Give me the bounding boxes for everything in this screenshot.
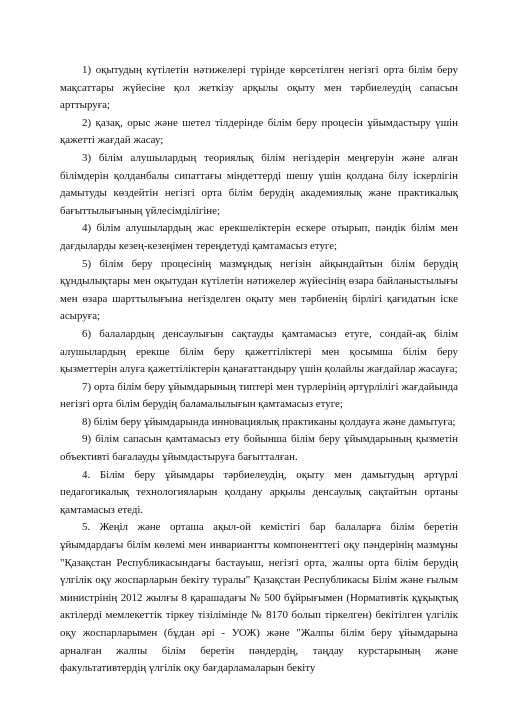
paragraph-3: 3) білім алушылардың теориялық білім негіздерін меңгеруін және алған білімдерін қолданбалы сипаттағы міндеттерді шешу үшін қолдана білу іскерлігін дамытуды көздейтін негізгі орта білім берудің академиялық және практикалық бағыттылығының үйлесімділігіне;: [60, 151, 458, 217]
paragraph-6: 6) балалардың денсаулығын сақтауды қамтамасыз етуге, сондай-ақ білім алушылардың ерекше білім беру қажеттіліктері мен қосымша білім беру қызметтерін алуға қажеттіліктерін қанағаттандыру үшін қолайлы жағдайлар жасауға;: [60, 327, 458, 376]
document-page: [60, 62, 458, 678]
paragraph-4: 4) білім алушылардың жас ерекшеліктерін ескере отырып, пәндік білім мен дағдыларды кезең-кезеңімен тереңдетуді қамтамасыз етуге;: [60, 222, 458, 252]
paragraph-7: 7) орта білім беру ұйымдарының типтері мен түрлерінің әртүрлілігі жағдайында негізгі орта білім берудің баламалылығын қамтамасыз етуге;: [60, 380, 458, 411]
paragraph-10: 4. Білім беру ұйымдары тәрбиелеудің, оқыту мен дамытудың әртүрлі педагогикалық технологияларын қолдану арқылы денсаулық сақтайтын ортаны қамтамасыз етеді.: [60, 468, 458, 516]
paragraph-11: 5. Жеңіл және орташа ақыл-ой кемістігі бар балаларға білім беретін ұйымдардағы білім көлемі мен инвариантты компоненттегі оқу пәндерінің мазмұны "Қазақстан Республикасындағы бастауыш, негізгі орта, жалпы орта білім берудің үлгілік оқу жоспарларын бекіту туралы" Қазақстан Республикасы Білім және ғылым министрінің 2012 жылғы 8 қарашадағы № 500 бұйрығымен (Нормативтік құқықтық актілерді мемлекеттік тіркеу тізілімінде № 8170 болып тіркелген) бекітілген үлгілік оқу жоспарларымен (бұдан әрі - УОЖ) және "Жалпы білім беру ұйымдарына арналған жалпы білім беретін пәндердің, таңдау курстарының және факультативтердің үлгілік оқу бағдарламаларын бекіту: [60, 521, 458, 675]
paragraph-8: 8) білім беру ұйымдарында инновациялық практиканы қолдауға және дамытуға;: [82, 415, 456, 428]
paragraph-1: 1) оқытудың күтілетін нәтижелері түрінде көрсетілген негізгі орта білім беру мақсаттары жүйесіне қол жеткізу арқылы оқыту мен тәрбиелеудің сапасын арттыруға;: [60, 64, 458, 112]
paragraph-9: 9) білім сапасын қамтамасыз ету бойынша білім беру ұйымдарының қызметін объективті бағалауды ұйымдастыруға бағытталған.: [60, 433, 458, 464]
paragraph-2: 2) қазақ, орыс және шетел тілдерінде білім беру процесін ұйымдастыру үшін қажетті жағдай жасау;: [60, 116, 458, 147]
paragraph-5: 5) білім беру процесінің мазмұндық негізін айқындайтын білім берудің құндылықтары мен оқытудан күтілетін нәтижелер жүйесінің өзара байланыстылығы мен өзара шарттылығына негізделген оқыту мен тәрбиенің бірлігі қағидатын іске асыруға;: [60, 257, 458, 323]
